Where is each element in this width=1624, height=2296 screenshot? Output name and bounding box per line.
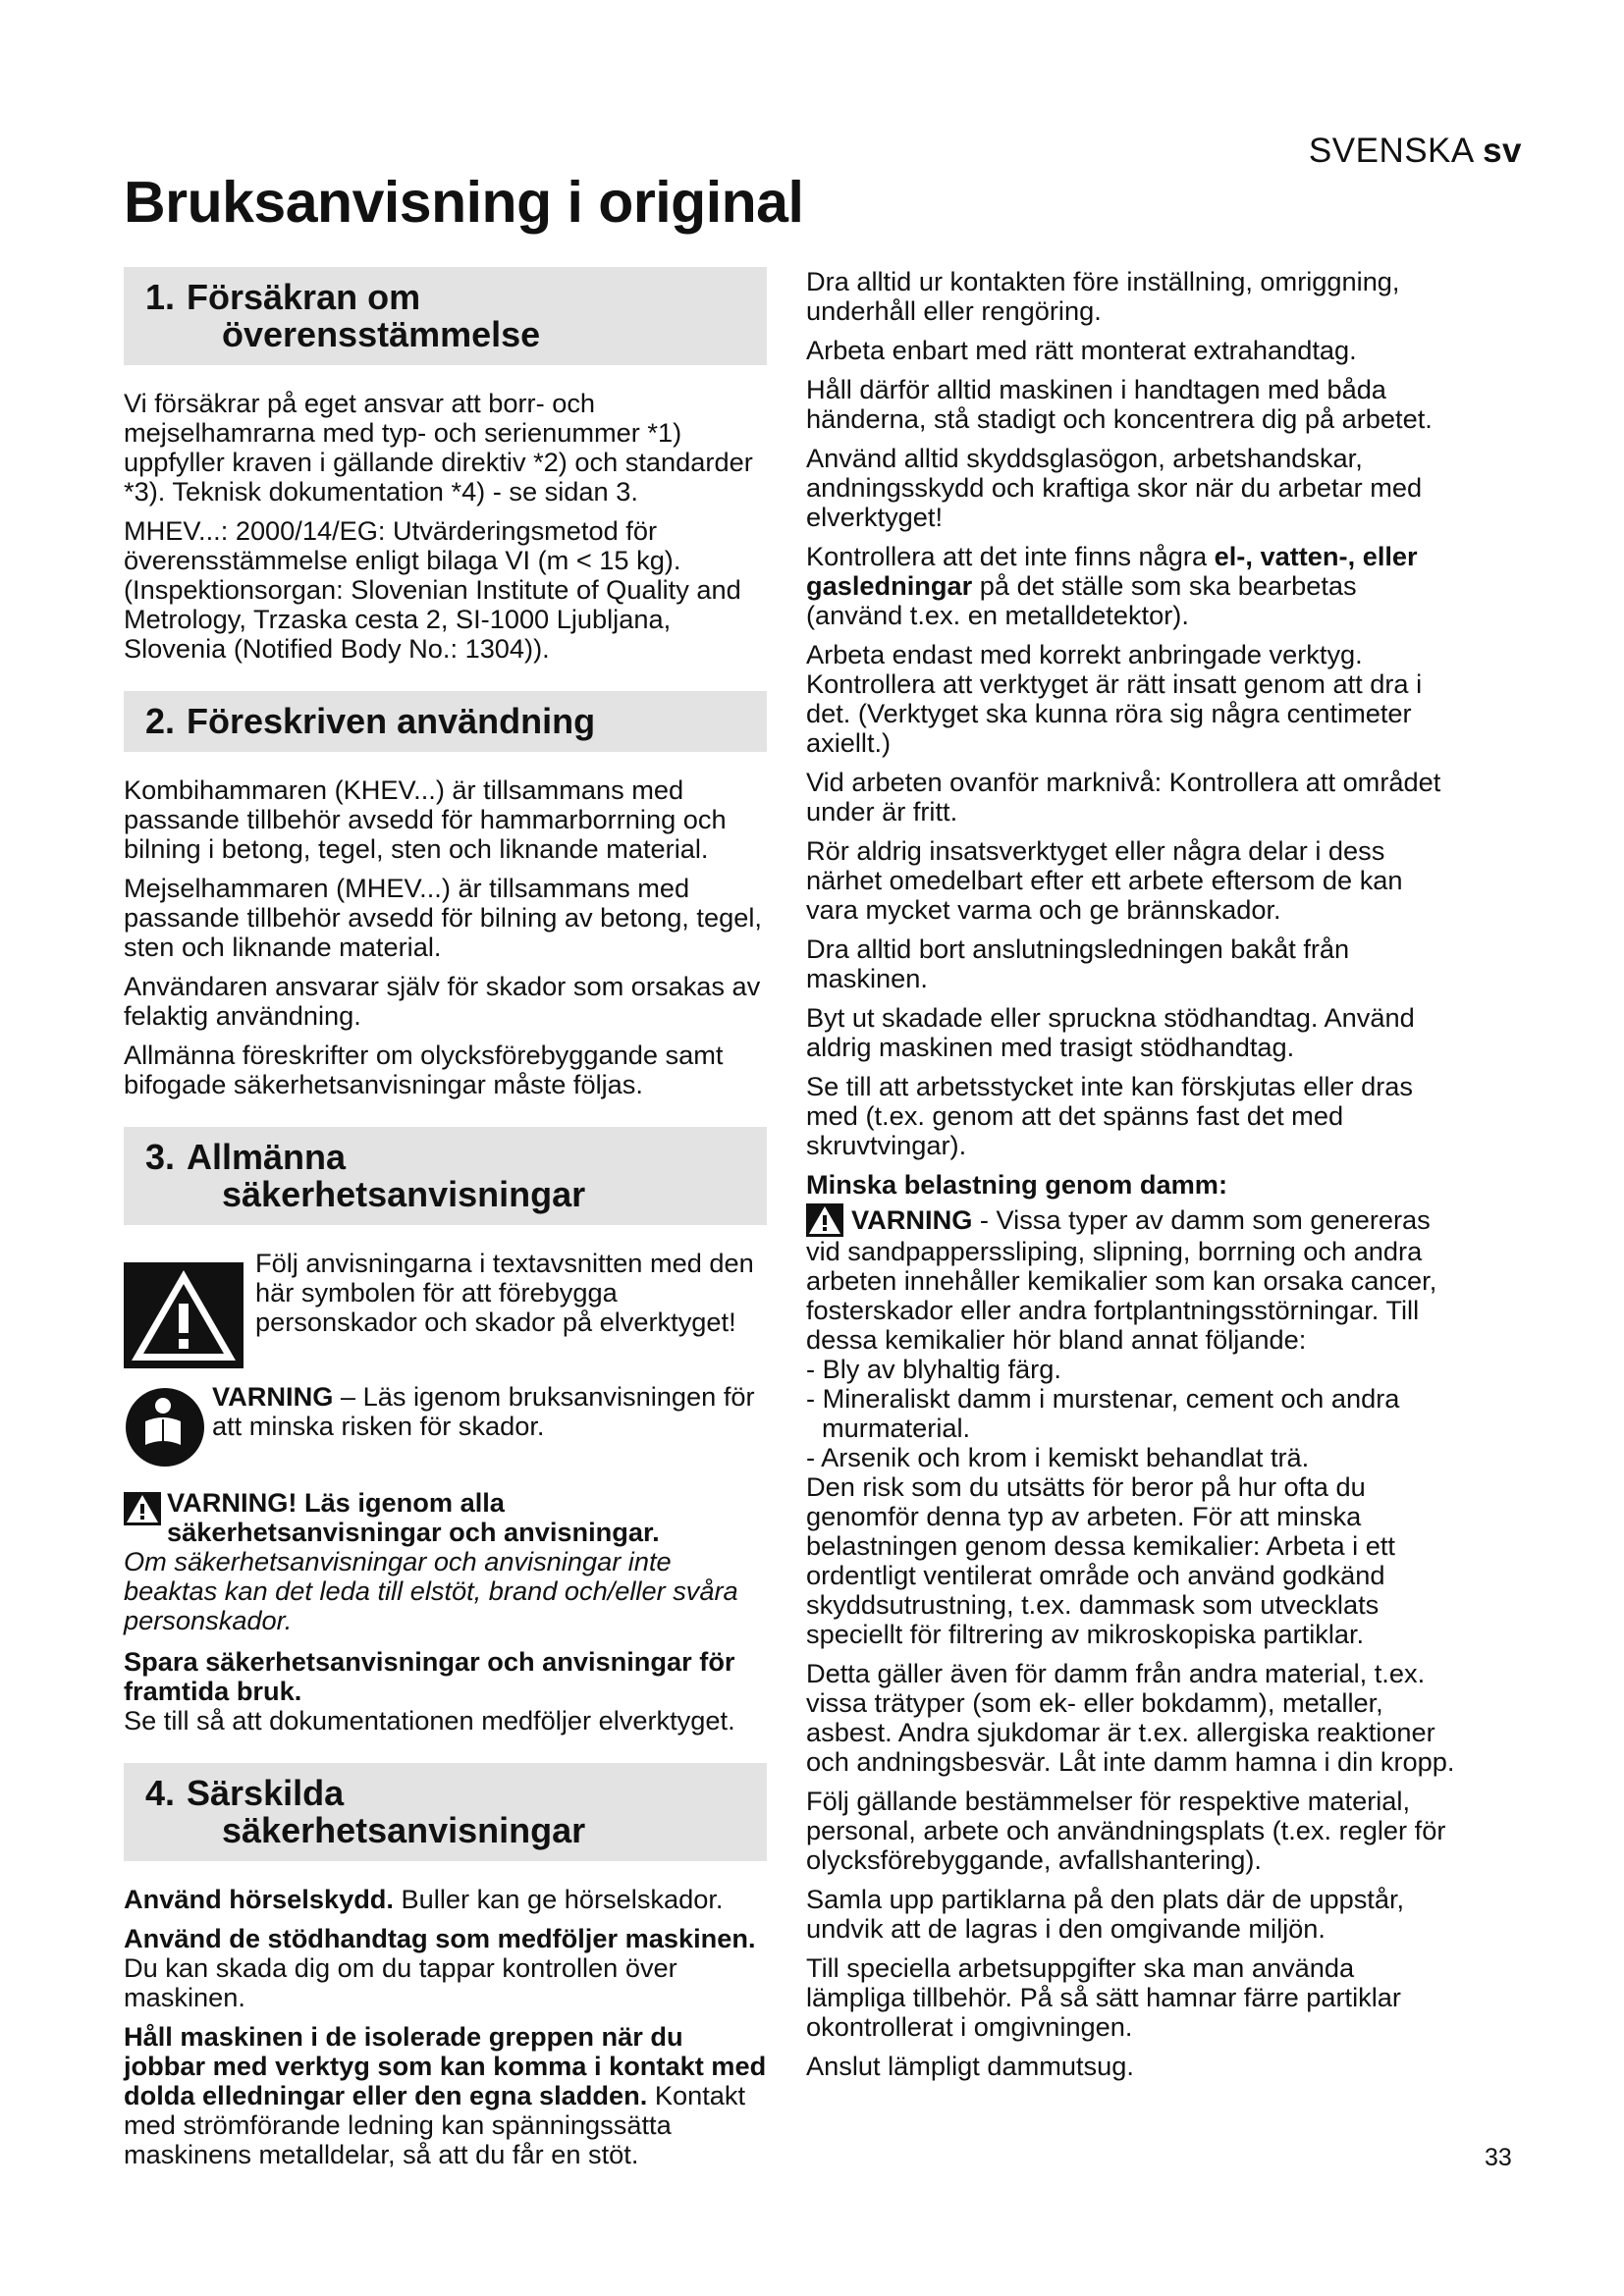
paragraph-text: Kontrollera att det inte finns några xyxy=(806,541,1215,571)
bold-lead: Håll maskinen i de isolerade greppen när du jobbar med verktyg som kan komma i kontakt med dolda elledningar eller den egna sladden. xyxy=(124,2021,767,2110)
section-title: Föreskriven användning xyxy=(187,701,596,741)
read-manual-block xyxy=(124,1382,767,1468)
list-item: - Mineraliskt damm i murstenar, cement och andra murmaterial. xyxy=(806,1383,1400,1443)
paragraph: Den risk som du utsätts för beror på hur ofta du genomför denna typ av arbeten. För att minska belastningen genom dessa kemikalier: Arbeta i ett ordentligt ventilerat område och använd godkänd skyddsutrustning, t.ex. dammask som utvecklats speciellt för filtrering av mikroskopiska partiklar. xyxy=(806,1471,1395,1649)
dust-warning-text: - Vissa typer av damm som genereras vid sandpapperssliping, slipning, borrning och andra arbeten innehåller kemikalier som kan orsaka cancer, fosterskador eller andra fortplantningsstörningar. Till dessa kemikalier hör bland annat följande: xyxy=(806,1204,1437,1355)
section-number: 2. xyxy=(145,701,176,741)
page-title: Bruksanvisning i original xyxy=(124,170,804,235)
paragraph: Samla upp partiklarna på den plats där de uppstår, undvik att de lagras i den omgivande miljön. xyxy=(806,1884,1405,1944)
page-number: 33 xyxy=(1485,2144,1512,2171)
paragraph: Vi försäkrar på eget ansvar att borr- och mejselhamrarna med typ- och serienummer *1) uppfyller kraven i gällande direktiv *2) och standarder *3). Teknisk dokumentation *4) - se sidan 3. xyxy=(124,388,753,507)
section-1-heading xyxy=(124,267,767,365)
paragraph: Anslut lämpligt dammutsug. xyxy=(806,2051,1134,2081)
warning-italic-text: Om säkerhetsanvisningar och anvisningar inte beaktas kan det leda till elstöt, brand och/eller svåra personskador. xyxy=(124,1546,738,1635)
symbol-explanation: Följ anvisningarna i textavsnitten med den här symbolen för att förebygga personskador och skador på elverktyget! xyxy=(255,1248,754,1337)
general-warning-block xyxy=(124,1488,767,1635)
paragraph: MHEV...: 2000/14/EG: Utvärderingsmetod för överensstämmelse enligt bilaga VI (m < 15 kg). (Inspektionsorgan: Slovenian Institute of Quality and Metrology, Trzaska cesta 2, SI-1000 Ljubljana, Slovenia (Notified Body No.: 1304)). xyxy=(124,515,741,664)
save-instructions-text: Se till så att dokumentationen medföljer elverktyget. xyxy=(124,1705,735,1735)
bold-lead: Använd de stödhandtag som medföljer maskinen. xyxy=(124,1923,756,1953)
paragraph: Se till att arbetsstycket inte kan förskjutas eller dras med (t.ex. genom att det spänns fast det med skruvtvingar). xyxy=(806,1071,1414,1160)
section-title-line2: säkerhetsanvisningar xyxy=(222,1174,586,1214)
warning-triangle-icon xyxy=(124,1492,161,1525)
read-manual-text: – Läs igenom bruksanvisningen för att minska risken för skador. xyxy=(212,1381,755,1441)
list-item: - Arsenik och krom i kemiskt behandlat trä. xyxy=(806,1442,1310,1472)
section-2-heading xyxy=(124,691,767,752)
read-manual-icon xyxy=(124,1386,206,1468)
paragraph: Arbeta enbart med rätt monterat extrahandtag. xyxy=(806,335,1357,365)
paragraph: Arbeta endast med korrekt anbringade verktyg. Kontrollera att verktyget är rätt insatt genom att dra i det. (Verktyget ska kunna röra sig några centimeter axiellt.) xyxy=(806,639,1423,758)
paragraph: Kombihammaren (KHEV...) är tillsammans med passande tillbehör avsedd för hammarborrning och bilning i betong, tegel, sten och liknande material. xyxy=(124,774,727,864)
warning-heading-line2: säkerhetsanvisningar och anvisningar. xyxy=(167,1517,660,1547)
section-title-line2: överensstämmelse xyxy=(222,314,541,354)
section-4-heading xyxy=(124,1763,767,1861)
paragraph-text: Du kan skada dig om du tappar kontrollen över maskinen. xyxy=(124,1952,677,2012)
paragraph: Använd alltid skyddsglasögon, arbetshandskar, andningsskydd och kraftiga skor när du arbetar med elverktyget! xyxy=(806,443,1423,532)
chemical-list xyxy=(806,1355,1456,1472)
paragraph: Byt ut skadade eller spruckna stödhandtag. Använd aldrig maskinen med trasigt stödhandtag. xyxy=(806,1002,1415,1062)
section-title-line1: Särskilda xyxy=(187,1773,345,1813)
list-item: - Bly av blyhaltig färg. xyxy=(806,1354,1061,1384)
paragraph: Dra alltid ur kontakten före inställning, omriggning, underhåll eller rengöring. xyxy=(806,266,1400,326)
section-number: 3. xyxy=(145,1137,176,1177)
dust-heading: Minska belastning genom damm: xyxy=(806,1169,1228,1200)
warning-triangle-icon xyxy=(124,1262,244,1368)
paragraph: Detta gäller även för damm från andra material, t.ex. vissa trätyper (som ek- eller bokdamm), metaller, asbest. Andra sjukdomar är t.ex. allergiska reaktioner och andningsbesvär. Låt inte damm hamna i din kropp. xyxy=(806,1658,1455,1777)
save-instructions-bold: Spara säkerhetsanvisningar och anvisningar för framtida bruk. xyxy=(124,1646,735,1706)
warning-symbol-block xyxy=(124,1249,767,1368)
bold-lead: Använd hörselskydd. xyxy=(124,1884,394,1914)
paragraph: Mejselhammaren (MHEV...) är tillsammans med passande tillbehör avsedd för bilning av betong, tegel, sten och liknande material. xyxy=(124,873,762,962)
paragraph: Vid arbeten ovanför marknivå: Kontrollera att området under är fritt. xyxy=(806,767,1441,827)
warning-triangle-icon xyxy=(806,1203,843,1237)
paragraph: Till speciella arbetsuppgifter ska man använda lämpliga tillbehör. På så sätt hamnar färre partiklar okontrollerat i omgivningen. xyxy=(806,1952,1401,2042)
section-number: 4. xyxy=(145,1773,176,1813)
paragraph: Rör aldrig insatsverktyget eller några delar i dess närhet omedelbart efter ett arbete eftersom de kan vara mycket varma och ge brännskador. xyxy=(806,835,1403,925)
section-3-heading xyxy=(124,1127,767,1225)
paragraph-text: Buller kan ge hörselskador. xyxy=(393,1884,724,1914)
paragraph: Följ gällande bestämmelser för respektive material, personal, arbete och användningsplats (t.ex. regler för olycksförebyggande, avfallshantering). xyxy=(806,1786,1446,1875)
right-column xyxy=(806,267,1456,2091)
paragraph: Användaren ansvarar själv för skador som orsakas av felaktig användning. xyxy=(124,971,761,1031)
paragraph-text: Kontakt med strömförande ledning kan spänningssätta maskinens metalldelar, så att du får en stöt. xyxy=(124,2080,746,2169)
paragraph: Håll därför alltid maskinen i handtagen med båda händerna, stå stadigt och koncentrera dig på arbetet. xyxy=(806,374,1433,434)
language-label xyxy=(1286,132,1522,171)
paragraph: Allmänna föreskrifter om olycksförebyggande samt bifogade säkerhetsanvisningar måste följas. xyxy=(124,1040,724,1099)
warning-label: VARNING xyxy=(212,1381,334,1412)
section-title-line1: Försäkran om xyxy=(187,277,421,317)
language-name: SVENSKA xyxy=(1308,132,1473,170)
paragraph: Dra alltid bort anslutningsledningen bakåt från maskinen. xyxy=(806,934,1350,993)
left-column xyxy=(124,267,767,2179)
paragraph-text: på det ställe som ska bearbetas (använd t.ex. en metalldetektor). xyxy=(806,570,1357,630)
warning-heading-line1: VARNING! Läs igenom alla xyxy=(167,1487,505,1518)
language-code: sv xyxy=(1483,132,1522,170)
bold-inline: el-, vatten-, eller gasledningar xyxy=(806,541,1418,601)
section-title-line2: säkerhetsanvisningar xyxy=(222,1810,586,1850)
warning-label: VARNING xyxy=(851,1204,973,1235)
section-title-line1: Allmänna xyxy=(187,1137,347,1177)
section-number: 1. xyxy=(145,277,176,317)
dust-warning-block xyxy=(806,1203,1456,1649)
